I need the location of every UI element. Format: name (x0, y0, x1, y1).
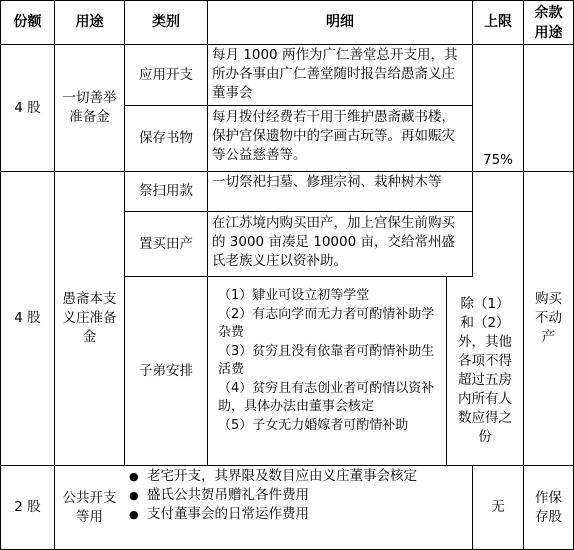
r1-detail-2: 每月拨付经费若干用于维护愚斋藏书楼，保护宫保遗物中的字画古玩等。再如赈灾等公益慈善等。 (212, 109, 455, 163)
r3-purpose: 公共开支等用 (62, 489, 117, 525)
bullet-item: ● 支付董事会的日常运作费用 (125, 505, 472, 524)
r3-shares: 2 股 (14, 499, 41, 515)
r1-category-1: 应用开支 (139, 66, 193, 83)
r1-purpose: 一切善举准备金 (62, 90, 117, 125)
header-shares: 份额 (13, 14, 42, 30)
header-purpose: 用途 (75, 14, 104, 30)
r2-shares: 4 股 (14, 310, 41, 326)
subitem-1: （1）肄业可设立初等学堂 (218, 288, 370, 303)
header-limit: 上限 (484, 14, 512, 30)
r1-category-2: 保存书物 (139, 130, 193, 146)
r3-surplus: 作保存股 (535, 489, 562, 525)
header-detail: 明细 (326, 14, 354, 30)
r2-category-1: 祭扫用款 (139, 183, 193, 199)
bullet-item: ● 老宅开支，其界限及数目应由义庄董事会核定 (125, 467, 472, 486)
r2-subitems (208, 287, 446, 465)
subitem-2: （2）有志向学而无力者可酌情补助学杂费 (218, 306, 435, 340)
r2-purpose: 愚斋本支义庄准备金 (62, 291, 117, 345)
r2-category-3: 子弟安排 (139, 362, 193, 379)
header-category: 类别 (152, 14, 180, 30)
r2-detail-2: 在江苏境内购买田产，加上宫保生前购买的 3000 亩凑足 10000 亩，交给常州盛氏老族义庄以资补助。 (212, 215, 455, 269)
r3-bullets (125, 467, 472, 549)
header-surplus: 余款用途 (534, 4, 563, 41)
subitem-4: （4）贫穷且有志创业者可酌情以资补助，具体办法由董事会核定 (218, 380, 435, 414)
r1-limit: 75% (482, 152, 513, 168)
bullet-item: ● 盛氏公共贺吊赠礼各件费用 (125, 486, 472, 505)
r2-category-2: 置买田产 (139, 235, 193, 252)
r2-surplus: 购买不动产 (535, 291, 562, 345)
r2-detail-1: 一切祭祀扫墓、修理宗祠、栽种树木等 (212, 174, 442, 190)
subitem-3: （3）贫穷且没有依靠者可酌情补助生活费 (218, 343, 435, 377)
r3-limit: 无 (491, 499, 505, 515)
subitem-5: （5）子女无力婚嫁者可酌情补助 (218, 417, 409, 433)
r2-subitem-limit-text: 除（1）和（2）外，其他各项不得超过五房内所有人数应得之份 (447, 277, 523, 465)
r1-detail-1: 每月 1000 两作为广仁善堂总开支用，其所办各事由广仁善堂随时报告给愚斋义庄董事会 (212, 47, 458, 101)
r1-shares: 4 股 (14, 99, 41, 116)
